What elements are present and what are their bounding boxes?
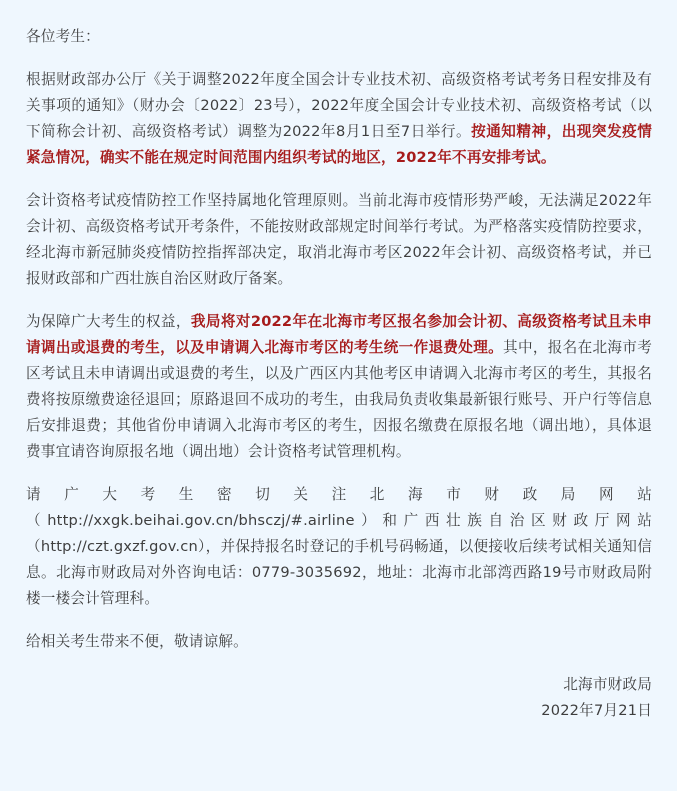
spacer: [26, 292, 652, 309]
paragraph-text: 其中，报名在北海市考区考试且未申请调出或退费的考生，以及广西区内其他考区申请调入北海市考区的考生，其报名费将按原缴费途径退回；原路退回不成功的考生，由我局负责收集最新银行账号、开户行等信息后安排退费；其他省份申请调入北海市考区的考生，因报名缴费在原报名地（调出地），具体退费事宜请咨询原报名地（调出地）会计资格考试管理机构。: [26, 339, 652, 460]
paragraph-text: 根据财政部办公厅《关于调整2022年度全国会计专业技术初、高级资格考试考务日程安排及有关事项的通知》（财办会〔2022〕23号），2022年度全国会计专业技术初、高级资格考试（以下简称会计初、高级资格考试）调整为2022年8月1日至7日举行。: [26, 71, 652, 140]
paragraph-contact: [26, 508, 652, 612]
signature-org: 北海市财政局: [563, 676, 652, 693]
closing-text: 给相关考生带来不便，敬请谅解。: [26, 633, 248, 650]
paragraph-cancellation: 会计资格考试疫情防控工作坚持属地化管理原则。当前北海市疫情形势严峻，无法满足2022年会计初、高级资格考试开考条件，不能按财政部规定时间举行考试。为严格落实疫情防控要求，经北海市新冠肺炎疫情防控指挥部决定，取消北海市考区2022年会计初、高级资格考试，并已报财政部和广西壮族自治区财政厅备案。: [26, 192, 652, 287]
paragraph-text: 为保障广大考生的权益，: [26, 313, 191, 330]
paragraph-contact-line1: 请广大考生密切关注北海市财政局网站: [26, 486, 652, 503]
website-link-beihai[interactable]: （http://xxgk.beihai.gov.cn/bhsczj/#.airline）: [26, 512, 383, 529]
greeting: 各位考生：: [26, 28, 100, 45]
highlight-text: 按通知精神，出现突发疫情紧急情况，确实不能在规定时间范围内组织考试的地区，2022年不再安排考试。: [26, 123, 652, 166]
paragraph-refund: [26, 309, 652, 465]
spacer: [26, 612, 652, 629]
paragraph-text: ，并保持报名时登记的手机号码畅通，以便接收后续考试相关通知信息。北海市财政局对外咨询电话：0779-3035692，地址：北海市北部湾西路19号市财政局附楼一楼会计管理科。: [26, 538, 652, 607]
spacer: [26, 171, 652, 188]
paragraph-exam-schedule: [26, 67, 652, 171]
spacer: [26, 465, 652, 482]
website-link-gxzf[interactable]: （http://czt.gxzf.gov.cn）: [26, 538, 206, 555]
highlight-text: 我局将对2022年在北海市考区报名参加会计初、高级资格考试且未申请调出或退费的考生，以及申请调入北海市考区的考生统一作退费处理。: [26, 313, 652, 356]
signature-date: 2022年7月21日: [541, 702, 652, 719]
spacer: [26, 655, 652, 672]
paragraph-text: 和广西壮族自治区财政厅网站: [382, 512, 652, 529]
spacer: [26, 50, 652, 67]
